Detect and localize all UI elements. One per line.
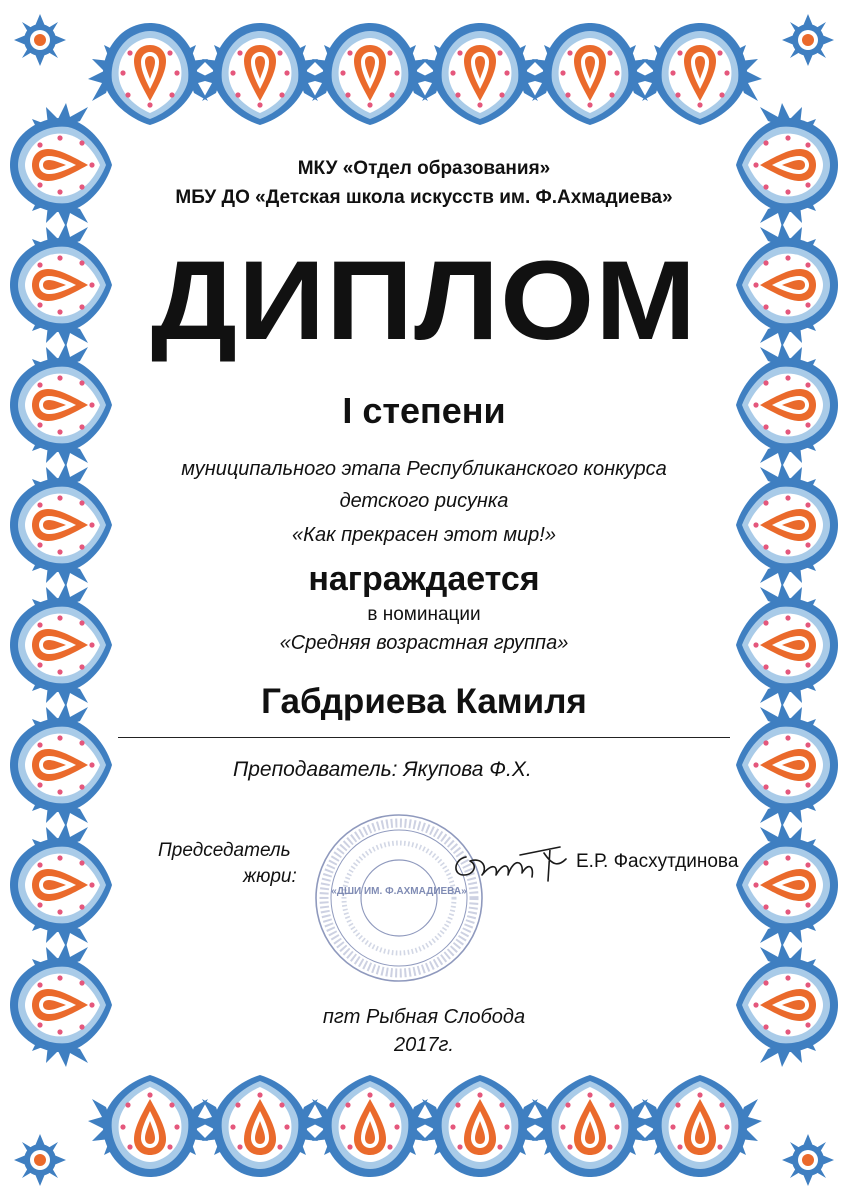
contest-line-3: «Как прекрасен этот мир!»	[292, 524, 556, 546]
divider-line	[118, 737, 730, 738]
contest-line-1: муниципального этапа Республиканского конкурса	[181, 458, 667, 480]
award-degree: I степени	[342, 390, 506, 431]
contest-line-2: детского рисунка	[339, 490, 509, 512]
place: пгт Рыбная Слобода	[322, 1006, 526, 1028]
document-title: ДИПЛОМ	[150, 238, 698, 363]
jury-label-line-1: Председатель	[158, 840, 291, 861]
nomination-value: «Средняя возрастная группа»	[279, 632, 569, 654]
stamp-center-text: «ДШИ ИМ. Ф.АХМАДИЕВА»	[331, 886, 467, 897]
signature	[448, 835, 578, 895]
org-line-1: МКУ «Отдел образования»	[297, 158, 551, 179]
year: 2017г.	[394, 1034, 454, 1056]
jury-label-line-2: жюри:	[243, 866, 297, 887]
awarded-label: награждается	[308, 560, 540, 598]
recipient-name: Габдриева Камиля	[261, 682, 587, 721]
nomination-label: в номинации	[367, 604, 481, 625]
jury-chair-name: Е.Р. Фасхутдинова	[576, 851, 739, 872]
org-line-2: МБУ ДО «Детская школа искусств им. Ф.Ахмадиева»	[175, 187, 673, 208]
teacher-line: Преподаватель: Якупова Ф.Х.	[233, 758, 532, 781]
